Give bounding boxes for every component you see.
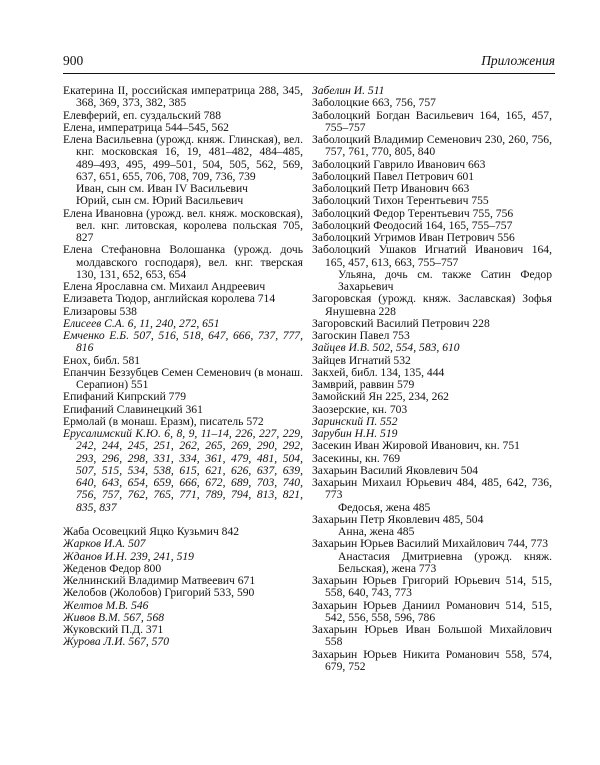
index-entry: Захарьин Юрьев Даниил Романович 514, 515, 542, 556, 558, 596, 786 xyxy=(312,598,552,624)
index-entry: Засекины, кн. 769 xyxy=(312,451,401,465)
index-entry: Елисеев С.А. 6, 11, 240, 272, 651 xyxy=(63,316,220,330)
index-entry: Зайцев Игнатий 532 xyxy=(312,353,411,367)
index-column-right xyxy=(312,85,552,673)
index-entry: Епанчин Беззубцев Семен Семенович (в монаш. Серапион) 551 xyxy=(63,365,303,391)
index-entry: Заболоцкие 663, 756, 757 xyxy=(312,96,436,110)
page-number: 900 xyxy=(63,53,84,68)
index-entry: Замврий, раввин 579 xyxy=(312,378,415,391)
index-entry: Жуковский П.Д. 371 xyxy=(63,623,164,636)
index-entry: Заболоцкий Федор Терентьевич 755, 756 xyxy=(312,206,514,220)
index-entry: Ерусалимский К.Ю. 6, 8, 9, 11–14, 226, 227, 229, 242, 244, 245, 251, 262, 265, 269, 290, 292, 293, 296, 298, 331, 334, 361, 479, 481, 504, 507, 515, 534, 538, 615, 621, 626, 637, 639, 640, 643, 654, 659, 666, 672, 689, 703, 740, 756, 757, 762, 765, 771, 789, 794, 813, 821, 835, 837 xyxy=(63,427,303,514)
index-entry: Загоровский Василий Петрович 228 xyxy=(312,316,490,330)
index-subentry: Ульяна, дочь см. также Сатин Федор Захарьевич xyxy=(338,267,552,293)
index-entry: Заринский П. 552 xyxy=(312,414,398,428)
index-entry: Екатерина II, российская императрица 288, 345, 368, 369, 373, 382, 385 xyxy=(63,84,303,110)
index-column-left xyxy=(63,85,303,649)
index-entry: Желнинский Владимир Матвеевич 671 xyxy=(63,574,256,587)
index-entry: Закхей, библ. 134, 135, 444 xyxy=(312,365,445,379)
index-entry: Заболоцкий Владимир Семенович 230, 260, 756, 757, 761, 770, 805, 840 xyxy=(312,133,552,159)
index-entry: Елена Васильевна (урожд. княж. Глинская), вел. кнг. московская 16, 19, 481–482, 484–485, 489–493, 495, 499–501, 504, 505, 562, 569, 637, 651, 655, 706, 708, 709, 736, 739 xyxy=(63,133,303,183)
index-entry: Загоровская (урожд. княж. Заславская) Зофья Янушевна 228 xyxy=(312,292,552,318)
index-entry: Захарьин Петр Яковлевич 485, 504 xyxy=(312,512,484,526)
index-entry: Засекин Иван Жировой Иванович, кн. 751 xyxy=(312,439,520,453)
index-entry: Елевферий, еп. суздальский 788 xyxy=(63,108,221,122)
index-entry: Захарьин Юрьев Григорий Юрьевич 514, 515, 558, 640, 743, 773 xyxy=(312,574,552,600)
index-entry: Жеденов Федор 800 xyxy=(63,561,162,575)
index-entry: Захарьин Юрьев Никита Романович 558, 574, 679, 752 xyxy=(312,647,552,673)
index-entry: Жарков И.А. 507 xyxy=(63,537,146,551)
index-entry: Жаба Осовецкий Яцко Кузьмич 842 xyxy=(63,525,240,538)
index-entry: Замойский Ян 225, 234, 262 xyxy=(312,390,449,404)
index-entry: Елизаровы 538 xyxy=(63,304,137,318)
index-entry: Захарьин Юрьев Иван Большой Михайлович 558 xyxy=(312,623,552,649)
index-entry: Захарьин Юрьев Василий Михайлович 744, 773 xyxy=(312,537,549,551)
index-entry: Загоскин Павел 753 xyxy=(312,329,410,342)
page-header xyxy=(63,53,555,71)
index-subentry: Анастасия Дмитриевна (урожд. княж. Бельская), жена 773 xyxy=(338,549,552,575)
index-subentry: Юрий, сын см. Юрий Васильевич xyxy=(76,194,244,208)
index-entry: Живов В.М. 567, 568 xyxy=(63,610,165,624)
index-entry: Жданов И.Н. 239, 241, 519 xyxy=(63,549,194,563)
index-entry: Заболоцкий Гаврило Иванович 663 xyxy=(312,157,486,171)
index-entry: Елена Стефановна Волошанка (урожд. дочь молдавского господаря), вел. кнг. тверская 130, 131, 652, 653, 654 xyxy=(63,243,303,281)
index-entry: Заозерские, кн. 703 xyxy=(312,402,408,416)
index-subentry: Анна, жена 485 xyxy=(338,525,415,538)
index-entry: Захарьин Михаил Юрьевич 484, 485, 642, 736, 773 xyxy=(312,476,552,502)
index-entry: Заболоцкий Петр Иванович 663 xyxy=(312,182,470,195)
index-entry: Забелин И. 511 xyxy=(312,84,385,97)
index-entry: Журова Л.И. 567, 570 xyxy=(63,635,170,649)
index-subentry: Федосья, жена 485 xyxy=(338,500,431,514)
index-entry: Елена Ярославна см. Михаил Андреевич xyxy=(63,280,266,293)
index-entry: Заболоцкий Павел Петрович 601 xyxy=(312,169,475,183)
index-entry: Зайцев И.В. 502, 554, 583, 610 xyxy=(312,341,460,355)
index-entry: Желобов (Жолобов) Григорий 533, 590 xyxy=(63,586,255,600)
index-entry: Желтов М.В. 546 xyxy=(63,598,149,612)
index-entry: Заболоцкий Тихон Терентьевич 755 xyxy=(312,194,489,208)
running-title: Приложения xyxy=(481,53,555,68)
index-entry: Елена, императрица 544–545, 562 xyxy=(63,120,229,134)
index-entry: Елизавета Тюдор, английская королева 714 xyxy=(63,292,276,306)
index-entry: Енох, библ. 581 xyxy=(63,353,141,367)
index-entry: Елена Ивановна (урожд. вел. княж. московская), вел. кнг. литовская, королева польская 705, 827 xyxy=(63,206,303,244)
index-entry: Заболоцкий Богдан Васильевич 164, 165, 457, 755–757 xyxy=(312,108,552,134)
index-entry: Епифаний Кипрский 779 xyxy=(63,390,187,404)
index-entry: Зарубин Н.Н. 519 xyxy=(312,427,398,440)
header-rule xyxy=(63,73,555,74)
index-entry: Захарьин Василий Яковлевич 504 xyxy=(312,463,479,477)
index-subentry: Иван, сын см. Иван IV Васильевич xyxy=(76,182,248,195)
index-entry: Емченко Е.Б. 507, 516, 518, 647, 666, 737, 777, 816 xyxy=(63,329,303,355)
index-entry: Заболоцкий Угримов Иван Петрович 556 xyxy=(312,231,515,244)
index-entry: Заболоцкий Феодосий 164, 165, 755–757 xyxy=(312,218,513,232)
index-entry: Епифаний Славинецкий 361 xyxy=(63,402,203,416)
index-entry: Ермолай (в монаш. Еразм), писатель 572 xyxy=(63,414,264,428)
index-entry: Заболоцкий Ушаков Игнатий Иванович 164, 165, 457, 613, 663, 755–757 xyxy=(312,243,552,269)
